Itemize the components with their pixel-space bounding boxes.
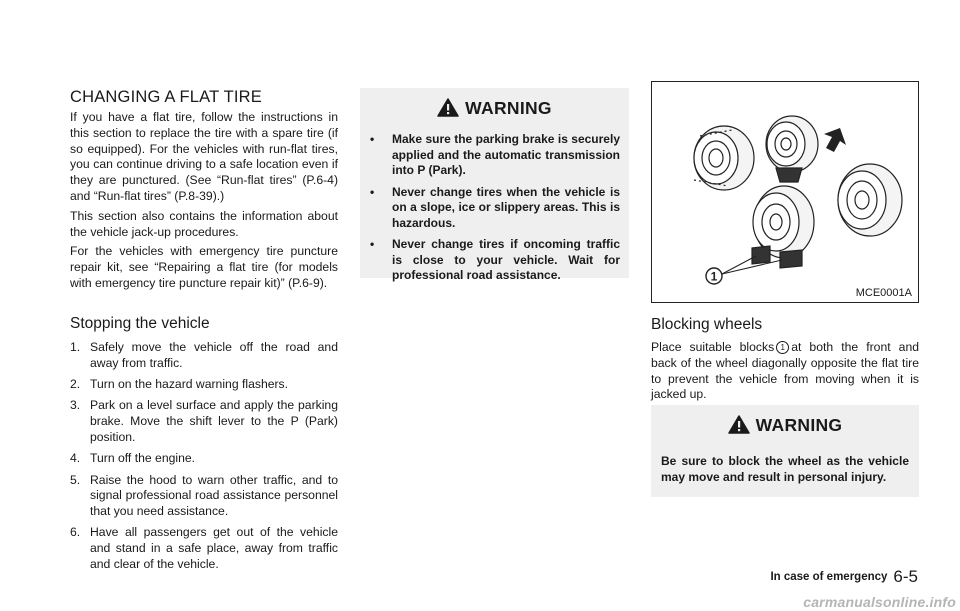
bullet: • bbox=[370, 184, 375, 199]
warning-item-text: Never change tires when the vehicle is on a slope, ice or slippery areas. This is hazardous. bbox=[392, 184, 620, 230]
warning-heading bbox=[651, 415, 919, 439]
tire-illustration bbox=[838, 164, 902, 236]
step-item bbox=[70, 340, 338, 372]
warning-box bbox=[360, 88, 629, 282]
warning-box bbox=[651, 405, 919, 497]
step-item bbox=[70, 377, 338, 393]
warning-triangle-icon bbox=[437, 98, 459, 122]
blocking-wheels-heading: Blocking wheels bbox=[651, 316, 763, 333]
intro-paragraph: For the vehicles with emergency tire puncture repair kit, see “Repairing a flat tire (for models with emergency tire puncture repair kit)” (P.6-9). bbox=[70, 244, 338, 290]
warning-item bbox=[370, 185, 620, 232]
intro-paragraph: This section also contains the information about the vehicle jack-up procedures. bbox=[70, 208, 338, 239]
callout-circle: 1 bbox=[776, 341, 789, 354]
warning-heading bbox=[360, 98, 629, 122]
step-item bbox=[70, 473, 338, 520]
step-text: Park on a level surface and apply the parking brake. Move the shift lever to the P (Park) position. bbox=[90, 398, 338, 444]
warning-item bbox=[370, 237, 620, 284]
intro-paragraph: If you have a flat tire, follow the instructions in this section to replace the tire with a spare tire (if so equipped). For the vehicles with run-flat tires, you can continue driving to a safe location even if they are punctured. (See “Run-flat tires” (P.6-4) and “Run-flat tires” (P.8-39).) bbox=[70, 110, 338, 203]
wheel-blocks-figure bbox=[651, 81, 919, 303]
stopping-steps-list bbox=[70, 340, 338, 578]
warning-item-text: Make sure the parking brake is securely applied and the automatic transmission into P (Park). bbox=[392, 132, 620, 177]
warning-heading-text: WARNING bbox=[755, 415, 843, 435]
step-item bbox=[70, 398, 338, 445]
callout-marker bbox=[706, 268, 722, 284]
stopping-vehicle-heading: Stopping the vehicle bbox=[70, 315, 210, 332]
blocking-text-start: Place suitable blocks bbox=[651, 340, 775, 354]
warning-item-text: Never change tires if oncoming traffic is close to your vehicle. Wait for professional road assistance. bbox=[392, 237, 620, 282]
callout-number: 1 bbox=[710, 269, 718, 284]
page-number: 6-5 bbox=[893, 567, 918, 586]
step-text: Safely move the vehicle off the road and away from traffic. bbox=[90, 340, 338, 370]
warning-triangle-icon bbox=[728, 415, 750, 439]
step-number: 5. bbox=[70, 472, 81, 487]
intro-text bbox=[70, 110, 338, 296]
step-number: 1. bbox=[70, 340, 81, 354]
page-footer bbox=[770, 567, 918, 587]
step-number: 2. bbox=[70, 377, 81, 392]
bullet: • bbox=[370, 132, 375, 146]
warning-text: Be sure to block the wheel as the vehicle may move and result in personal injury. bbox=[661, 454, 909, 484]
step-number: 4. bbox=[70, 451, 81, 466]
bullet: • bbox=[370, 237, 375, 251]
watermark: carmanualsonline.info bbox=[803, 594, 956, 610]
blocking-text-end: at both the front and back of the wheel diagonally opposite the flat tire to prevent the vehicle from moving when it is jacked up. bbox=[651, 340, 920, 402]
step-text: Raise the hood to warn other traffic, and to signal professional road assistance personnel that you need assistance. bbox=[90, 472, 338, 519]
warning-heading-text: WARNING bbox=[465, 98, 552, 118]
figure-code: MCE0001A bbox=[855, 287, 912, 299]
tire-illustration bbox=[766, 116, 818, 182]
arrow-icon bbox=[824, 128, 846, 152]
section-title: CHANGING A FLAT TIRE bbox=[70, 88, 262, 106]
step-text: Turn on the hazard warning flashers. bbox=[90, 377, 289, 392]
chapter-label: In case of emergency bbox=[770, 571, 888, 583]
step-text: Turn off the engine. bbox=[90, 451, 196, 466]
warning-item bbox=[370, 132, 620, 179]
blocking-wheels-text bbox=[651, 340, 919, 403]
step-text: Have all passengers get out of the vehicle and stand in a safe place, away from traffic and clear of the vehicle. bbox=[90, 525, 338, 572]
step-number: 3. bbox=[70, 398, 81, 413]
tire-illustration bbox=[752, 186, 814, 268]
step-number: 6. bbox=[70, 525, 81, 540]
wheel-blocks-illustration bbox=[652, 82, 918, 302]
step-item bbox=[70, 451, 338, 467]
step-item bbox=[70, 525, 338, 572]
warning-list bbox=[370, 132, 620, 290]
tire-illustration bbox=[694, 126, 754, 190]
